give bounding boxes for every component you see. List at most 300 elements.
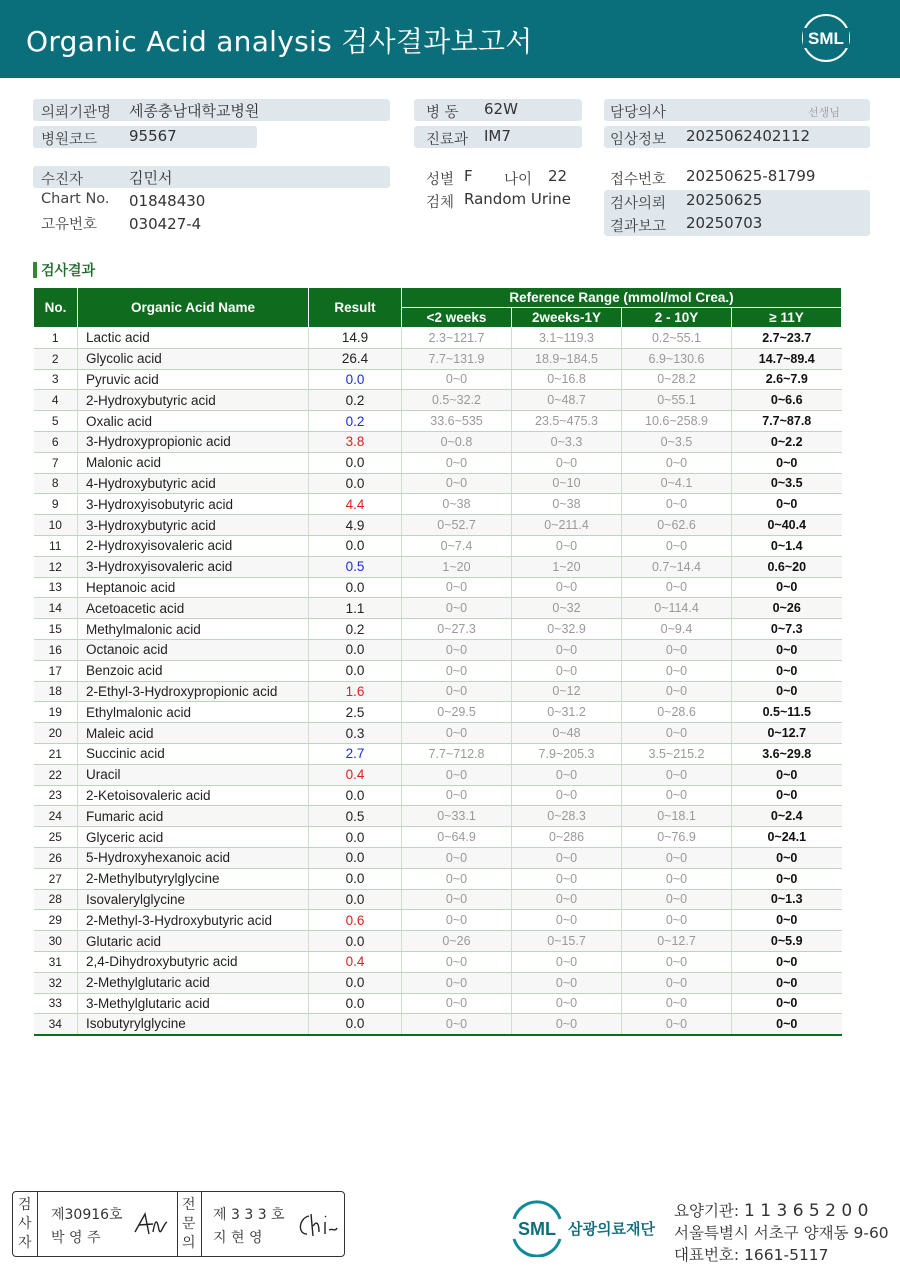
result-value: 0.3 xyxy=(309,723,402,744)
acid-name: Benzoic acid xyxy=(78,660,309,681)
ref-2-10y: 0~0 xyxy=(622,1014,732,1035)
report-value: 20250703 xyxy=(686,214,763,232)
acid-name: 5-Hydroxyhexanoic acid xyxy=(78,847,309,868)
row-number: 3 xyxy=(34,369,78,390)
department-label: 진료과 xyxy=(426,132,469,148)
ref-under-2-weeks: 0~0 xyxy=(402,369,512,390)
ref-2-10y: 0~0 xyxy=(622,993,732,1014)
ref-under-2-weeks: 0~27.3 xyxy=(402,619,512,640)
phone-line: 대표번호: 1661-5117 xyxy=(674,1246,829,1264)
ref-2weeks-1y: 0~16.8 xyxy=(512,369,622,390)
result-value: 0.0 xyxy=(309,660,402,681)
row-number: 16 xyxy=(34,639,78,660)
ref-over-11y: 0~0 xyxy=(732,577,842,598)
ref-2-10y: 0~12.7 xyxy=(622,931,732,952)
clinical-label: 임상정보 xyxy=(610,132,667,148)
acid-name: Glyceric acid xyxy=(78,827,309,848)
ref-2-10y: 0~0 xyxy=(622,764,732,785)
row-number: 21 xyxy=(34,743,78,764)
acid-name: Ethylmalonic acid xyxy=(78,702,309,723)
table-row xyxy=(34,598,842,619)
acid-name: Oxalic acid xyxy=(78,411,309,432)
ref-under-2-weeks: 0~0 xyxy=(402,951,512,972)
specimen-label: 검체 xyxy=(426,195,455,211)
age-label: 나이 xyxy=(504,172,533,188)
row-number: 1 xyxy=(34,328,78,349)
row-number: 18 xyxy=(34,681,78,702)
table-row xyxy=(34,827,842,848)
table-row xyxy=(34,785,842,806)
ref-2-10y: 0~0 xyxy=(622,910,732,931)
ref-2weeks-1y: 0~286 xyxy=(512,827,622,848)
ref-2-10y: 0~9.4 xyxy=(622,619,732,640)
result-value: 2.7 xyxy=(309,743,402,764)
table-row xyxy=(34,431,842,452)
agency-line: 요양기관: 1 1 3 6 5 2 0 0 xyxy=(674,1201,869,1221)
ref-2weeks-1y: 0~0 xyxy=(512,993,622,1014)
result-value: 3.8 xyxy=(309,431,402,452)
logo-text: SML xyxy=(808,29,844,48)
ref-over-11y: 0~2.2 xyxy=(732,431,842,452)
table-row xyxy=(34,868,842,889)
table-row xyxy=(34,723,842,744)
result-value: 0.5 xyxy=(309,806,402,827)
row-number: 25 xyxy=(34,827,78,848)
ref-2-10y: 0~0 xyxy=(622,847,732,868)
sml-logo xyxy=(800,12,852,64)
table-row xyxy=(34,369,842,390)
acid-name: 3-Hydroxypropionic acid xyxy=(78,431,309,452)
ref-under-2-weeks: 0~29.5 xyxy=(402,702,512,723)
table-row xyxy=(34,993,842,1014)
sex-label: 성별 xyxy=(426,172,455,188)
ref-2weeks-1y: 0~15.7 xyxy=(512,931,622,952)
table-row xyxy=(34,494,842,515)
row-number: 33 xyxy=(34,993,78,1014)
ref-2-10y: 0~0 xyxy=(622,681,732,702)
row-number: 20 xyxy=(34,723,78,744)
request-value: 20250625 xyxy=(686,191,763,209)
header-under-2-weeks: <2 weeks xyxy=(402,308,512,328)
ref-over-11y: 0~0 xyxy=(732,785,842,806)
result-value: 4.9 xyxy=(309,515,402,536)
address: 서울특별시 서초구 양재동 9-60 xyxy=(674,1224,889,1242)
ref-2weeks-1y: 0~0 xyxy=(512,660,622,681)
row-number: 13 xyxy=(34,577,78,598)
acid-name: Pyruvic acid xyxy=(78,369,309,390)
result-value: 0.0 xyxy=(309,577,402,598)
ref-under-2-weeks: 1~20 xyxy=(402,556,512,577)
row-number: 23 xyxy=(34,785,78,806)
ref-under-2-weeks: 0~0 xyxy=(402,889,512,910)
ref-under-2-weeks: 0.5~32.2 xyxy=(402,390,512,411)
ward-value: 62W xyxy=(484,100,518,118)
report-title: Organic Acid analysis 검사결과보고서 xyxy=(26,25,533,58)
acid-name: 2,4-Dihydroxybutyric acid xyxy=(78,951,309,972)
ref-2-10y: 0~0 xyxy=(622,494,732,515)
table-row xyxy=(34,535,842,556)
ref-under-2-weeks: 7.7~712.8 xyxy=(402,743,512,764)
ref-over-11y: 0.5~11.5 xyxy=(732,702,842,723)
row-number: 14 xyxy=(34,598,78,619)
org-logo-text: SML xyxy=(518,1219,556,1239)
ref-under-2-weeks: 0~26 xyxy=(402,931,512,952)
acid-name: 3-Hydroxyisobutyric acid xyxy=(78,494,309,515)
result-value: 0.6 xyxy=(309,910,402,931)
row-number: 19 xyxy=(34,702,78,723)
acid-name: 3-Hydroxybutyric acid xyxy=(78,515,309,536)
ref-over-11y: 0~24.1 xyxy=(732,827,842,848)
ref-2weeks-1y: 0~0 xyxy=(512,972,622,993)
result-value: 0.0 xyxy=(309,1014,402,1035)
ref-under-2-weeks: 0~0 xyxy=(402,868,512,889)
table-row xyxy=(34,972,842,993)
expert-name: 지 현 영 xyxy=(213,1230,263,1246)
results-table xyxy=(33,287,842,1036)
ref-under-2-weeks: 0~0 xyxy=(402,785,512,806)
ref-over-11y: 0.6~20 xyxy=(732,556,842,577)
table-row xyxy=(34,951,842,972)
ref-2weeks-1y: 7.9~205.3 xyxy=(512,743,622,764)
result-value: 0.0 xyxy=(309,473,402,494)
ref-2weeks-1y: 0~38 xyxy=(512,494,622,515)
table-row xyxy=(34,681,842,702)
ref-2weeks-1y: 0~28.3 xyxy=(512,806,622,827)
result-value: 0.4 xyxy=(309,951,402,972)
sex-value: F xyxy=(464,167,473,185)
table-row xyxy=(34,660,842,681)
acid-name: Succinic acid xyxy=(78,743,309,764)
chart-value: 01848430 xyxy=(129,192,206,210)
table-row xyxy=(34,577,842,598)
row-number: 22 xyxy=(34,764,78,785)
ref-2weeks-1y: 0~3.3 xyxy=(512,431,622,452)
table-row xyxy=(34,889,842,910)
row-number: 15 xyxy=(34,619,78,640)
ref-2-10y: 0~114.4 xyxy=(622,598,732,619)
ref-2-10y: 0~76.9 xyxy=(622,827,732,848)
ref-2-10y: 0~0 xyxy=(622,785,732,806)
ref-2weeks-1y: 0~31.2 xyxy=(512,702,622,723)
header-no: No. xyxy=(34,288,78,328)
table-row xyxy=(34,473,842,494)
row-number: 7 xyxy=(34,452,78,473)
ref-over-11y: 7.7~87.8 xyxy=(732,411,842,432)
results-body xyxy=(34,328,842,1035)
acid-name: Isovalerylglycine xyxy=(78,889,309,910)
result-value: 2.5 xyxy=(309,702,402,723)
expert-number: 제 3 3 3 호 xyxy=(213,1207,285,1223)
acid-name: 3-Hydroxyisovaleric acid xyxy=(78,556,309,577)
ref-under-2-weeks: 0~0 xyxy=(402,473,512,494)
ref-under-2-weeks: 0~0 xyxy=(402,972,512,993)
row-number: 32 xyxy=(34,972,78,993)
table-row xyxy=(34,639,842,660)
acid-name: 2-Ketoisovaleric acid xyxy=(78,785,309,806)
table-row xyxy=(34,1014,842,1035)
ref-under-2-weeks: 0~0 xyxy=(402,723,512,744)
acid-name: Fumaric acid xyxy=(78,806,309,827)
row-number: 6 xyxy=(34,431,78,452)
patient-box xyxy=(33,166,390,188)
ref-over-11y: 0~1.3 xyxy=(732,889,842,910)
ref-2-10y: 0~28.2 xyxy=(622,369,732,390)
table-row xyxy=(34,556,842,577)
ref-2-10y: 0~0 xyxy=(622,535,732,556)
request-label: 검사의뢰 xyxy=(610,196,667,212)
ref-over-11y: 0~2.4 xyxy=(732,806,842,827)
ref-over-11y: 0~0 xyxy=(732,868,842,889)
acid-name: Uracil xyxy=(78,764,309,785)
acid-name: Acetoacetic acid xyxy=(78,598,309,619)
ref-2-10y: 0~0 xyxy=(622,452,732,473)
ref-2weeks-1y: 0~0 xyxy=(512,535,622,556)
ref-2weeks-1y: 0~0 xyxy=(512,1014,622,1035)
row-number: 26 xyxy=(34,847,78,868)
result-value: 0.0 xyxy=(309,868,402,889)
acid-name: Glutaric acid xyxy=(78,931,309,952)
ref-under-2-weeks: 0~7.4 xyxy=(402,535,512,556)
tester-number: 제30916호 xyxy=(51,1207,123,1223)
table-row xyxy=(34,328,842,349)
row-number: 24 xyxy=(34,806,78,827)
patient-label: 수진자 xyxy=(41,172,84,188)
acid-name: Isobutyrylglycine xyxy=(78,1014,309,1035)
row-number: 10 xyxy=(34,515,78,536)
ref-over-11y: 0~0 xyxy=(732,1014,842,1035)
acid-name: Malonic acid xyxy=(78,452,309,473)
result-value: 4.4 xyxy=(309,494,402,515)
row-number: 34 xyxy=(34,1014,78,1035)
patient-value: 김민서 xyxy=(129,169,173,187)
ref-over-11y: 2.6~7.9 xyxy=(732,369,842,390)
ref-over-11y: 14.7~89.4 xyxy=(732,348,842,369)
ref-2-10y: 0~0 xyxy=(622,889,732,910)
ref-2-10y: 6.9~130.6 xyxy=(622,348,732,369)
hospital-code-label: 병원코드 xyxy=(41,132,98,148)
ward-label: 병 동 xyxy=(426,105,459,121)
ref-under-2-weeks: 0~0 xyxy=(402,764,512,785)
row-number: 31 xyxy=(34,951,78,972)
row-number: 30 xyxy=(34,931,78,952)
hospital-code-value: 95567 xyxy=(129,127,177,145)
table-row xyxy=(34,348,842,369)
row-number: 27 xyxy=(34,868,78,889)
ref-under-2-weeks: 0~52.7 xyxy=(402,515,512,536)
ref-over-11y: 0~0 xyxy=(732,972,842,993)
ref-2weeks-1y: 0~0 xyxy=(512,951,622,972)
header-over-11y: ≥ 11Y xyxy=(732,308,842,328)
ref-under-2-weeks: 0~0 xyxy=(402,1014,512,1035)
ref-under-2-weeks: 0~0 xyxy=(402,598,512,619)
ref-under-2-weeks: 0~64.9 xyxy=(402,827,512,848)
report-header xyxy=(0,0,900,78)
ref-over-11y: 0~0 xyxy=(732,494,842,515)
ref-under-2-weeks: 7.7~131.9 xyxy=(402,348,512,369)
table-row xyxy=(34,806,842,827)
ref-2-10y: 0~55.1 xyxy=(622,390,732,411)
table-row xyxy=(34,764,842,785)
ref-under-2-weeks: 33.6~535 xyxy=(402,411,512,432)
table-row xyxy=(34,411,842,432)
table-row xyxy=(34,452,842,473)
specimen-value: Random Urine xyxy=(464,190,571,208)
table-row xyxy=(34,847,842,868)
ref-2-10y: 10.6~258.9 xyxy=(622,411,732,432)
ref-over-11y: 0~40.4 xyxy=(732,515,842,536)
acid-name: 2-Hydroxyisovaleric acid xyxy=(78,535,309,556)
table-row xyxy=(34,390,842,411)
expert-signature xyxy=(295,1210,339,1240)
table-row xyxy=(34,743,842,764)
unique-label: 고유번호 xyxy=(41,217,98,233)
ref-under-2-weeks: 0~0 xyxy=(402,681,512,702)
ref-over-11y: 0~0 xyxy=(732,910,842,931)
ref-2-10y: 0~0 xyxy=(622,723,732,744)
ref-2-10y: 0~0 xyxy=(622,639,732,660)
ref-over-11y: 0~0 xyxy=(732,993,842,1014)
result-value: 0.0 xyxy=(309,972,402,993)
report-label: 결과보고 xyxy=(610,219,667,235)
ref-2-10y: 0~62.6 xyxy=(622,515,732,536)
ref-under-2-weeks: 0~0 xyxy=(402,847,512,868)
ref-under-2-weeks: 2.3~121.7 xyxy=(402,328,512,349)
result-value: 0.2 xyxy=(309,411,402,432)
signature-box xyxy=(12,1191,345,1257)
result-value: 0.0 xyxy=(309,369,402,390)
ref-over-11y: 0~0 xyxy=(732,847,842,868)
row-number: 29 xyxy=(34,910,78,931)
receipt-label: 접수번호 xyxy=(610,172,667,188)
ref-2weeks-1y: 0~0 xyxy=(512,639,622,660)
row-number: 17 xyxy=(34,660,78,681)
table-row xyxy=(34,515,842,536)
acid-name: Methylmalonic acid xyxy=(78,619,309,640)
result-value: 0.0 xyxy=(309,847,402,868)
ref-under-2-weeks: 0~0 xyxy=(402,452,512,473)
ref-over-11y: 0~26 xyxy=(732,598,842,619)
ref-2-10y: 0~3.5 xyxy=(622,431,732,452)
ref-2weeks-1y: 0~0 xyxy=(512,910,622,931)
acid-name: 2-Methylbutyrylglycine xyxy=(78,868,309,889)
header-2-10y: 2 - 10Y xyxy=(622,308,732,328)
ref-2weeks-1y: 0~10 xyxy=(512,473,622,494)
row-number: 9 xyxy=(34,494,78,515)
ref-over-11y: 0~12.7 xyxy=(732,723,842,744)
ref-2weeks-1y: 0~0 xyxy=(512,452,622,473)
ref-under-2-weeks: 0~0 xyxy=(402,660,512,681)
row-number: 12 xyxy=(34,556,78,577)
acid-name: 2-Methylglutaric acid xyxy=(78,972,309,993)
ref-under-2-weeks: 0~0 xyxy=(402,577,512,598)
row-number: 2 xyxy=(34,348,78,369)
result-value: 0.0 xyxy=(309,827,402,848)
ref-over-11y: 0~5.9 xyxy=(732,931,842,952)
expert-label: 전문의 xyxy=(182,1197,196,1251)
acid-name: 2-Hydroxybutyric acid xyxy=(78,390,309,411)
table-row xyxy=(34,702,842,723)
ref-2-10y: 0~4.1 xyxy=(622,473,732,494)
ref-under-2-weeks: 0~0 xyxy=(402,993,512,1014)
acid-name: Lactic acid xyxy=(78,328,309,349)
ref-under-2-weeks: 0~33.1 xyxy=(402,806,512,827)
ref-2-10y: 0~0 xyxy=(622,868,732,889)
acid-name: 2-Ethyl-3-Hydroxypropionic acid xyxy=(78,681,309,702)
ref-over-11y: 0~7.3 xyxy=(732,619,842,640)
tester-signature xyxy=(131,1210,171,1240)
ref-2weeks-1y: 0~0 xyxy=(512,577,622,598)
ref-over-11y: 0~0 xyxy=(732,764,842,785)
ref-2weeks-1y: 0~0 xyxy=(512,785,622,806)
ref-2-10y: 0~0 xyxy=(622,972,732,993)
ref-over-11y: 0~0 xyxy=(732,951,842,972)
acid-name: Octanoic acid xyxy=(78,639,309,660)
age-value: 22 xyxy=(548,167,568,185)
ref-2weeks-1y: 0~0 xyxy=(512,764,622,785)
ref-2-10y: 0~0 xyxy=(622,577,732,598)
result-value: 0.0 xyxy=(309,785,402,806)
result-value: 14.9 xyxy=(309,328,402,349)
ref-2-10y: 0~0 xyxy=(622,951,732,972)
ref-2weeks-1y: 0~48.7 xyxy=(512,390,622,411)
acid-name: 2-Methyl-3-Hydroxybutyric acid xyxy=(78,910,309,931)
ref-over-11y: 0~3.5 xyxy=(732,473,842,494)
result-value: 1.6 xyxy=(309,681,402,702)
table-row xyxy=(34,931,842,952)
department-value: IM7 xyxy=(484,127,511,145)
result-value: 0.2 xyxy=(309,619,402,640)
ref-over-11y: 0~0 xyxy=(732,639,842,660)
ref-over-11y: 3.6~29.8 xyxy=(732,743,842,764)
ref-under-2-weeks: 0~38 xyxy=(402,494,512,515)
acid-name: Maleic acid xyxy=(78,723,309,744)
ref-2weeks-1y: 23.5~475.3 xyxy=(512,411,622,432)
ref-2weeks-1y: 1~20 xyxy=(512,556,622,577)
result-value: 0.5 xyxy=(309,556,402,577)
ref-over-11y: 0~0 xyxy=(732,452,842,473)
ref-2-10y: 0~28.6 xyxy=(622,702,732,723)
ref-2weeks-1y: 0~32 xyxy=(512,598,622,619)
row-number: 28 xyxy=(34,889,78,910)
section-title: 검사결과 xyxy=(33,260,95,280)
ref-over-11y: 0~0 xyxy=(732,660,842,681)
header-result: Result xyxy=(309,288,402,328)
result-value: 1.1 xyxy=(309,598,402,619)
ref-2weeks-1y: 0~12 xyxy=(512,681,622,702)
ref-over-11y: 0~6.6 xyxy=(732,390,842,411)
ref-2-10y: 0~0 xyxy=(622,660,732,681)
ref-2weeks-1y: 18.9~184.5 xyxy=(512,348,622,369)
result-value: 0.0 xyxy=(309,535,402,556)
ref-2weeks-1y: 3.1~119.3 xyxy=(512,328,622,349)
institution-label: 의뢰기관명 xyxy=(41,105,112,121)
result-value: 26.4 xyxy=(309,348,402,369)
row-number: 8 xyxy=(34,473,78,494)
tester-name: 박 영 주 xyxy=(51,1230,101,1246)
ref-2weeks-1y: 0~0 xyxy=(512,847,622,868)
result-value: 0.4 xyxy=(309,764,402,785)
header-reference: Reference Range (mmol/mol Crea.) xyxy=(402,288,842,308)
acid-name: Heptanoic acid xyxy=(78,577,309,598)
ref-over-11y: 0~1.4 xyxy=(732,535,842,556)
acid-name: 3-Methylglutaric acid xyxy=(78,993,309,1014)
row-number: 11 xyxy=(34,535,78,556)
ref-under-2-weeks: 0~0 xyxy=(402,639,512,660)
header-name: Organic Acid Name xyxy=(78,288,309,328)
result-value: 0.2 xyxy=(309,390,402,411)
result-value: 0.0 xyxy=(309,452,402,473)
result-value: 0.0 xyxy=(309,993,402,1014)
